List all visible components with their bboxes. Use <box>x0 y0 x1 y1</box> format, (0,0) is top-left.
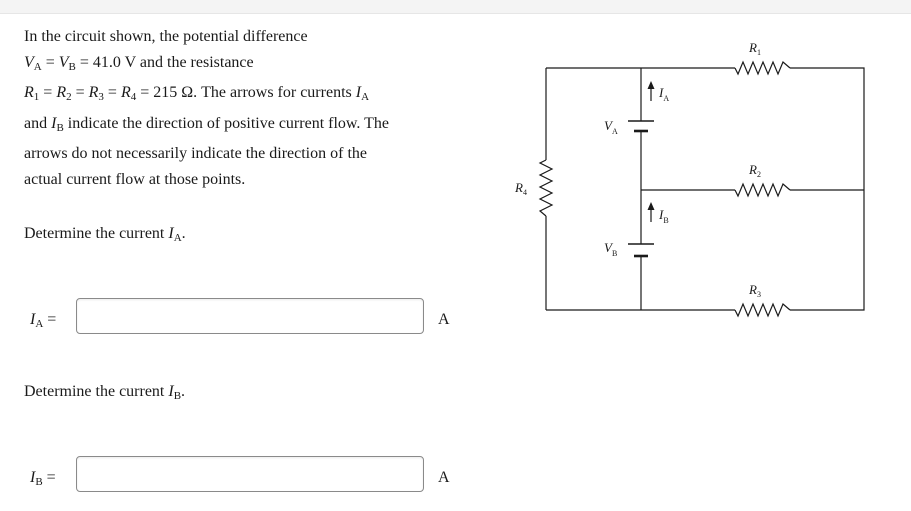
label-r3: $R_3$ <box>749 282 761 299</box>
label-ia: $I_A$ <box>659 85 670 103</box>
var-r4: R <box>120 84 131 101</box>
resistor-r2 <box>735 184 790 196</box>
var-vb-sub: B <box>68 60 76 73</box>
problem-line-5: arrows do not necessarily indicate the direction of the <box>24 145 367 162</box>
problem-line-1: In the circuit shown, the potential difference <box>24 28 308 45</box>
var-ia: I <box>355 84 362 101</box>
var-r2: R <box>56 84 67 101</box>
label-r4: $R_4$ <box>515 180 527 197</box>
question-b-text: Determine the current $I_B$. <box>24 383 186 402</box>
arrow-ia-head <box>648 81 655 89</box>
var-va: V <box>24 53 34 71</box>
problem-line-6: actual current flow at those points. <box>24 170 246 188</box>
var-r1: R <box>24 84 34 101</box>
arrow-ib-head <box>648 202 655 210</box>
resistor-r1 <box>735 62 790 74</box>
label-r2: $R_2$ <box>749 162 761 179</box>
answer-a-label: $I_A$ = <box>30 311 57 330</box>
problem-line-2: $V_A = V_B = 41.0$ V and the resistance <box>24 53 254 73</box>
answer-b-unit: A <box>438 469 450 486</box>
resistor-r4 <box>540 160 552 216</box>
problem-line-4: and $I_B$ indicate the direction of positive current flow. The <box>24 114 390 134</box>
label-ib: $I_B$ <box>659 207 669 225</box>
resistor-r3 <box>735 304 790 316</box>
var-ib: I <box>51 114 57 132</box>
wire-top-right <box>790 68 864 310</box>
question-a-text: Determine the current $I_A$. <box>24 225 186 244</box>
label-vb: $V_B$ <box>604 240 618 258</box>
var-r3: R <box>88 84 99 101</box>
var-va-sub: A <box>33 60 42 73</box>
label-va: $V_A$ <box>604 118 618 136</box>
answer-a-unit: A <box>438 311 450 328</box>
var-vb: V <box>58 53 69 71</box>
answer-b-label: $I_B$ = <box>30 469 56 488</box>
problem-line-3: $R_1 = R_2 = R_3 = R_4 = 215$ Ω. The arrows for currents $I_A$ <box>24 84 370 103</box>
label-r1: $R_1$ <box>749 40 761 57</box>
